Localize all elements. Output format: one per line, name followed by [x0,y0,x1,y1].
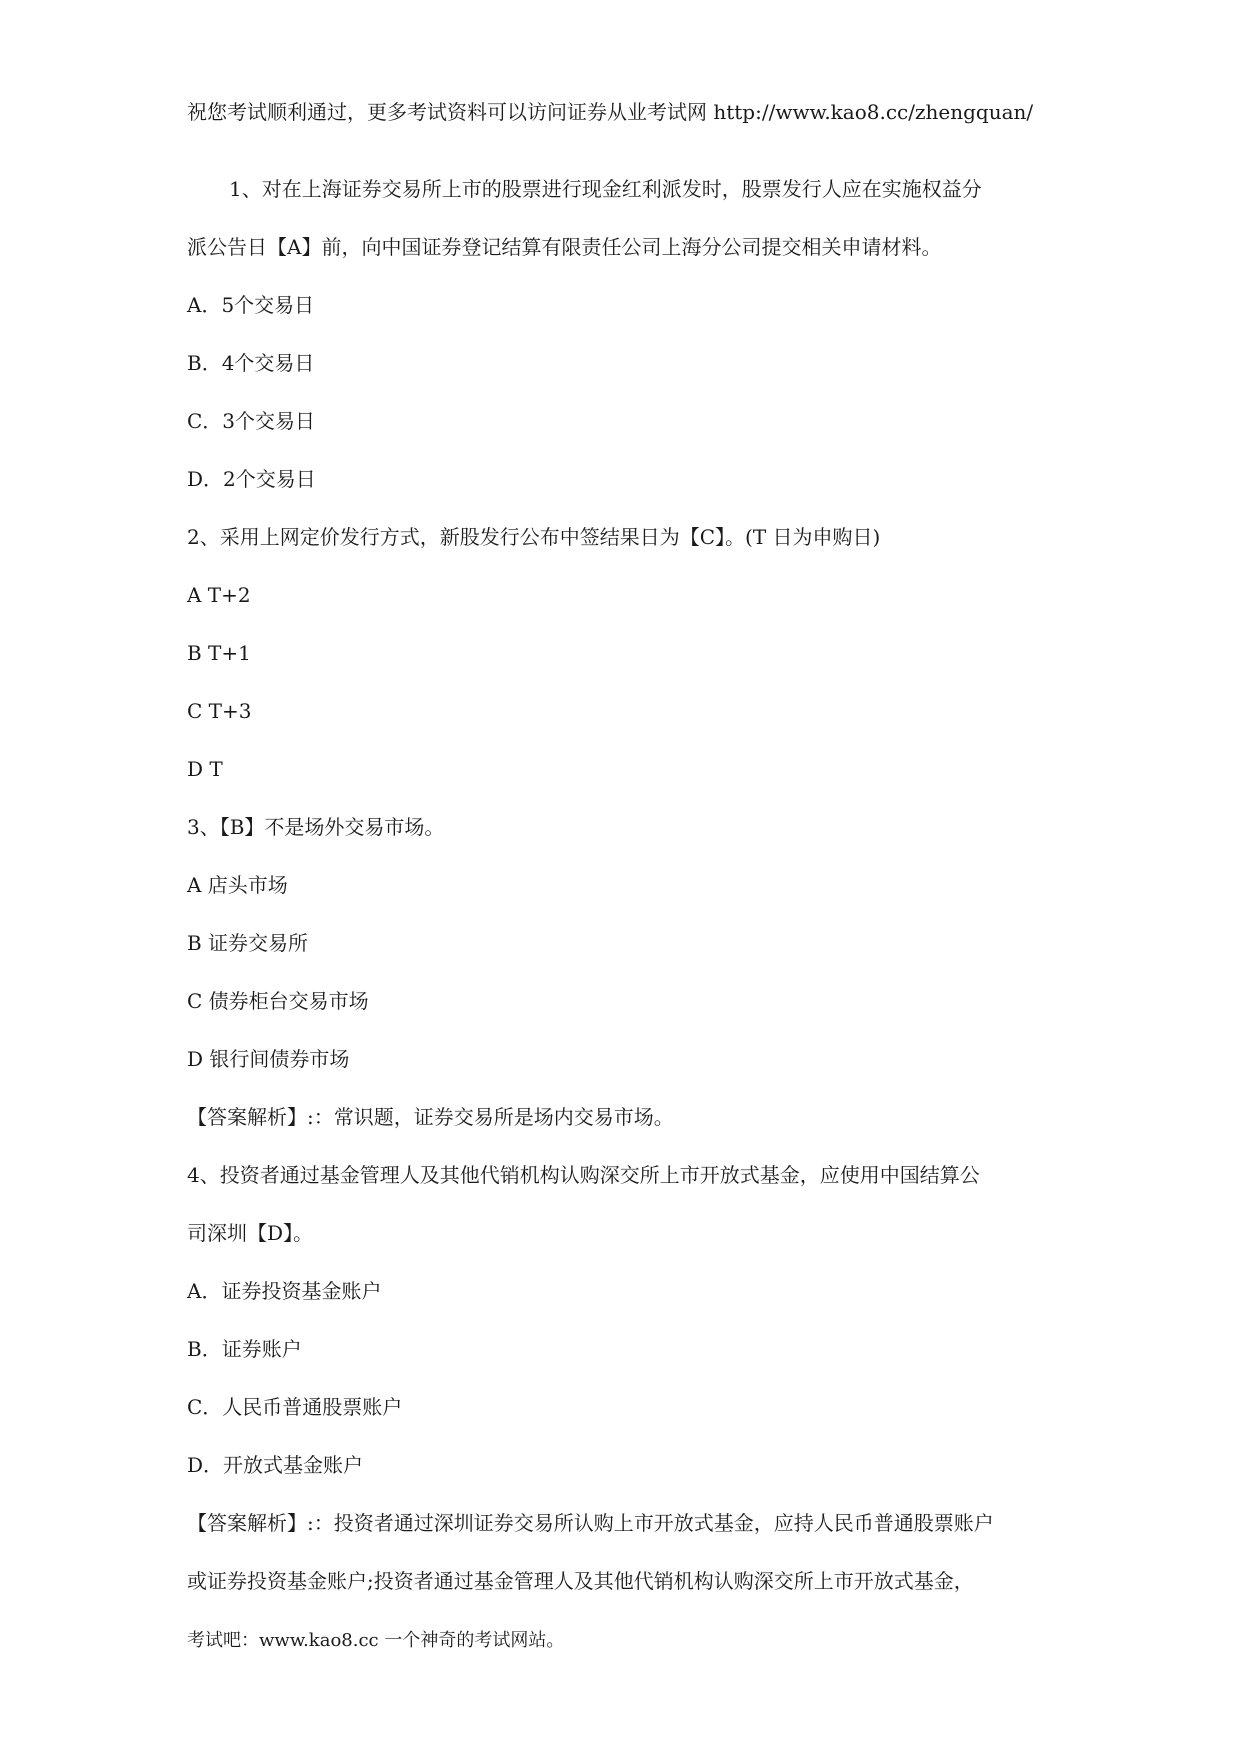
question-4-option-d: D．开放式基金账户 [187,1453,364,1477]
question-2-option-d: D T [187,757,223,781]
question-4-text-continued: 司深圳【D】。 [187,1221,314,1245]
question-1-option-c: C．3个交易日 [187,409,316,433]
page-footer: 考试吧：www.kao8.cc 一个神奇的考试网站。 [187,1630,565,1651]
question-1-option-b: B．4个交易日 [187,351,315,375]
page-header: 祝您考试顺利通过，更多考试资料可以访问证券从业考试网 http://www.kao8.cc/zhengquan/ [187,100,1034,124]
question-4-option-b: B．证券账户 [187,1337,302,1361]
question-3-option-b: B 证券交易所 [187,931,309,955]
question-2-option-b: B T+1 [187,641,251,665]
question-4-option-c: C．人民币普通股票账户 [187,1395,403,1419]
question-3-option-d: D 银行间债券市场 [187,1047,350,1071]
question-1-option-a: A．5个交易日 [187,293,315,317]
question-3-text: 3、【B】不是场外交易市场。 [187,815,445,839]
question-2-option-c: C T+3 [187,699,252,723]
question-2-text: 2、采用上网定价发行方式，新股发行公布中签结果日为【C】。(T 日为申购日) [187,525,881,549]
question-1-text-continued: 派公告日【A】前，向中国证券登记结算有限责任公司上海分公司提交相关申请材料。 [187,235,942,259]
question-3-explanation: 【答案解析】:：常识题，证券交易所是场内交易市场。 [187,1105,674,1129]
question-4-explanation-continued: 或证券投资基金账户;投资者通过基金管理人及其他代销机构认购深交所上市开放式基金， [187,1569,974,1593]
question-1-text: 1、对在上海证券交易所上市的股票进行现金红利派发时，股票发行人应在实施权益分 [229,177,982,201]
question-4-text: 4、投资者通过基金管理人及其他代销机构认购深交所上市开放式基金，应使用中国结算公 [187,1163,980,1187]
question-1-option-d: D．2个交易日 [187,467,316,491]
question-3-option-a: A 店头市场 [187,873,288,897]
question-2-option-a: A T+2 [187,583,251,607]
question-3-option-c: C 债券柜台交易市场 [187,989,369,1013]
question-4-explanation: 【答案解析】:：投资者通过深圳证券交易所认购上市开放式基金，应持人民币普通股票账户 [187,1511,994,1535]
question-4-option-a: A．证券投资基金账户 [187,1279,382,1303]
document-body [187,160,1057,1610]
